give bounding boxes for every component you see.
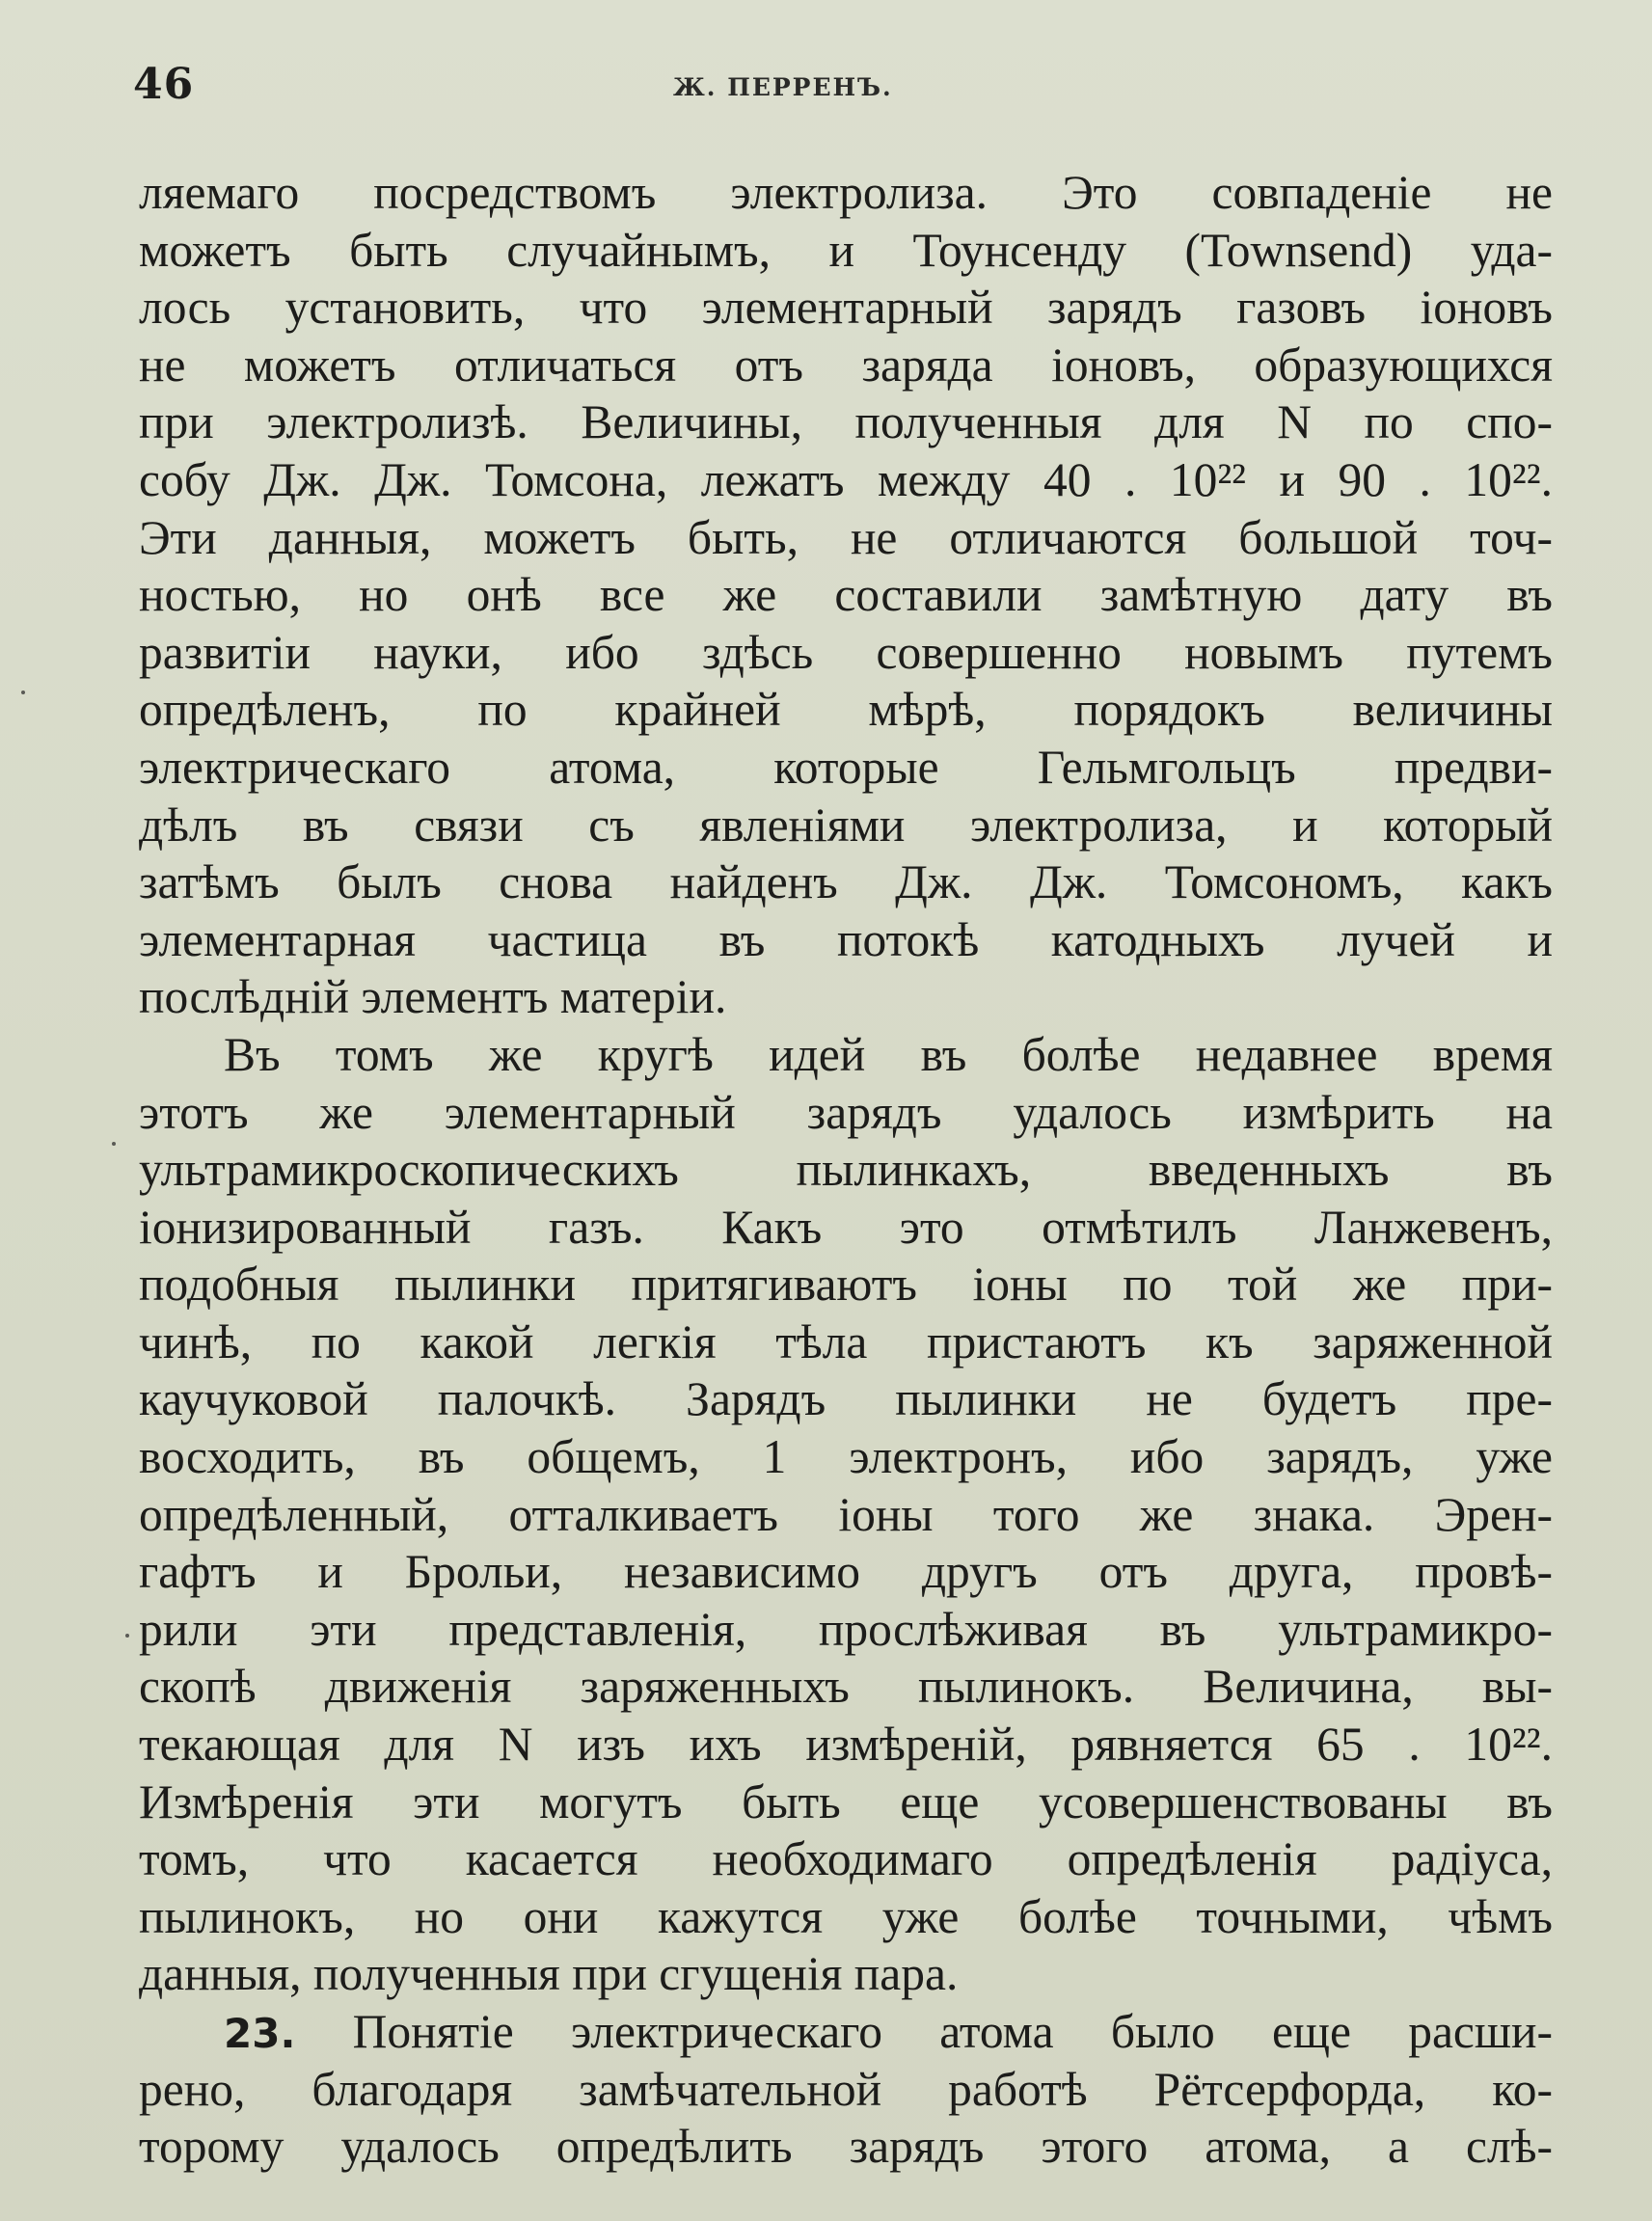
- text-line: ляемаго посредствомъ электролиза. Это совпаденіе не: [139, 166, 1553, 219]
- paragraph-3: [139, 2003, 1553, 2176]
- text-line: опредѣленъ, по крайней мѣрѣ, порядокъ величины: [139, 683, 1553, 737]
- text-line: Эти данныя, можетъ быть, не отличаются большой точ-: [139, 510, 1553, 564]
- paper-speck: [21, 691, 25, 694]
- text-line: лось установить, что элементарный зарядъ газовъ іоновъ: [139, 281, 1553, 335]
- text-line: ультрамикроскопическихъ пылинкахъ, введенныхъ въ: [139, 1143, 1553, 1197]
- text-line: чинѣ, по какой легкія тѣла пристаютъ къ заряженной: [139, 1314, 1553, 1368]
- text-line: текающая для N изъ ихъ измѣреній, рявняется 65 . 10²².: [139, 1718, 1553, 1772]
- paper-speck: [125, 1634, 129, 1638]
- text-line: рено, благодаря замѣчательной работѣ Рётсерфорда, ко-: [139, 2062, 1553, 2116]
- text-line: развитіи науки, ибо здѣсь совершенно новымъ путемъ: [139, 625, 1553, 679]
- text-line: томъ, что касается необходимаго опредѣленія радіуса,: [139, 1832, 1553, 1886]
- body-text: [139, 164, 1553, 2176]
- text-line: опредѣленный, отталкиваетъ іоны того же знака. Эрен-: [139, 1487, 1553, 1541]
- page-header: [133, 60, 1541, 127]
- text-line: не можетъ отличаться отъ заряда іоновъ, образующихся: [139, 338, 1553, 392]
- text-line: рили эти представленія, прослѣживая въ ультрамикро-: [139, 1602, 1553, 1656]
- paragraph-1: [139, 164, 1553, 1026]
- text-line: подобныя пылинки притягиваютъ іоны по той же при-: [139, 1258, 1553, 1312]
- text-line: іонизированный газъ. Какъ это отмѣтилъ Ланжевенъ,: [139, 1200, 1553, 1254]
- text-line: собу Дж. Дж. Томсона, лежатъ между 40 . 10²² и 90 . 10²².: [139, 452, 1553, 506]
- paper-speck: [112, 1142, 116, 1146]
- text-line: Въ томъ же кругѣ идей въ болѣе недавнее время: [224, 1027, 1553, 1081]
- text-line-content: Понятіе электрическаго атома было еще расши-: [352, 2005, 1553, 2058]
- text-line: скопѣ движенія заряженныхъ пылинокъ. Величина, вы-: [139, 1660, 1553, 1714]
- text-line: торому удалось опредѣлить зарядъ этого атома, а слѣ-: [139, 2120, 1553, 2174]
- text-line: пылинокъ, но они кажутся уже болѣе точными, чѣмъ: [139, 1889, 1553, 1943]
- text-line: при электролизѣ. Величины, полученныя для N по спо-: [139, 395, 1553, 449]
- text-line: [139, 2003, 1553, 2061]
- section-number: 23.: [224, 2010, 296, 2057]
- text-line: послѣдній элементъ матеріи.: [139, 970, 727, 1024]
- text-line: Измѣренія эти могутъ быть еще усовершенствованы въ: [139, 1774, 1553, 1828]
- text-line: восходить, въ общемъ, 1 электронъ, ибо зарядъ, уже: [139, 1430, 1553, 1484]
- text-line: ностью, но онѣ все же составили замѣтную дату въ: [139, 568, 1553, 622]
- text-line: можетъ быть случайнымъ, и Тоунсенду (Townsend) уда-: [139, 223, 1553, 277]
- text-line: элементарная частица въ потокѣ катодныхъ лучей и: [139, 912, 1553, 966]
- running-head: Ж. ПЕРРЕНЪ.: [673, 73, 893, 101]
- text-line: дѣлъ въ связи съ явленіями электролиза, и который: [139, 798, 1553, 852]
- text-line: этотъ же элементарный зарядъ удалось измѣрить на: [139, 1085, 1553, 1139]
- page-number: 46: [133, 60, 195, 109]
- text-line: данныя, полученныя при сгущенія пара.: [139, 1947, 959, 2001]
- text-line: электрическаго атома, которые Гельмгольцъ предви-: [139, 740, 1553, 794]
- text-line: гафтъ и Брольи, независимо другъ отъ друга, провѣ-: [139, 1545, 1553, 1599]
- text-line: каучуковой палочкѣ. Зарядъ пылинки не будетъ пре-: [139, 1372, 1553, 1426]
- paragraph-2: [139, 1026, 1553, 2003]
- text-line: затѣмъ былъ снова найденъ Дж. Дж. Томсономъ, какъ: [139, 855, 1553, 909]
